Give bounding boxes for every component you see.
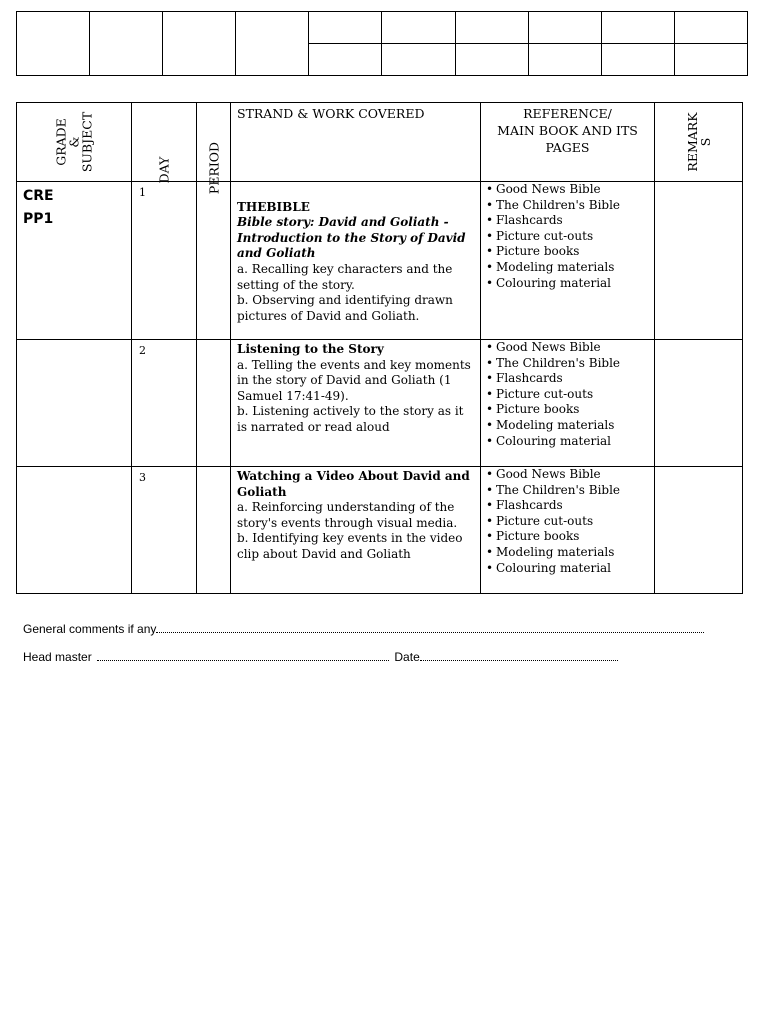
top-grid-cell [236, 12, 309, 76]
general-comments-field[interactable] [156, 620, 704, 633]
day-cell: 1 [132, 182, 197, 340]
reference-header: REFERENCE/ MAIN BOOK AND ITS PAGES [481, 103, 655, 182]
subject-cell [17, 467, 132, 594]
top-grid-cell [455, 12, 528, 44]
remarks-cell [655, 467, 743, 594]
subject-name: CRE [23, 188, 54, 204]
reference-item: • Modeling materials [486, 545, 654, 561]
strand-title: Watching a Video About David and Goliath [237, 469, 470, 499]
day-cell: 2 [132, 340, 197, 467]
reference-item: • Colouring material [486, 561, 654, 577]
period-cell [197, 340, 231, 467]
head-master-field[interactable] [97, 648, 389, 661]
period-header: PERIOD [197, 103, 231, 182]
work-covered-cell [231, 182, 481, 340]
remarks-cell [655, 182, 743, 340]
table-row [17, 340, 743, 467]
reference-item: • Good News Bible [486, 340, 654, 356]
grade-subject-header: GRADE & SUBJECT [17, 103, 132, 182]
period-cell [197, 467, 231, 594]
subject-cell [17, 182, 132, 340]
reference-item: • Flashcards [486, 371, 654, 387]
reference-item: • The Children's Bible [486, 356, 654, 372]
work-covered-cell [231, 340, 481, 467]
reference-item: • Picture books [486, 244, 654, 260]
reference-item: • Flashcards [486, 498, 654, 514]
top-grid-cell [601, 12, 674, 44]
scheme-of-work-table [16, 102, 743, 594]
day-header: DAY [132, 103, 197, 182]
general-comments-line [23, 620, 704, 636]
top-grid-cell [163, 12, 236, 76]
reference-item: • Good News Bible [486, 467, 654, 483]
top-grid-cell [674, 12, 747, 44]
period-cell [197, 182, 231, 340]
reference-cell [481, 182, 655, 340]
reference-item: • Picture cut-outs [486, 387, 654, 403]
top-grid-cell [309, 12, 382, 44]
reference-cell [481, 467, 655, 594]
remarks-header: REMARK S [655, 103, 743, 182]
lesson-point: b. Identifying key events in the video clip about David and Goliath [237, 531, 463, 561]
top-grid-cell [528, 12, 601, 44]
lesson-point: a. Reinforcing understanding of the story's events through visual media. [237, 500, 458, 530]
top-grid-cell [455, 44, 528, 76]
reference-item: • Modeling materials [486, 260, 654, 276]
top-grid-cell [90, 12, 163, 76]
top-grid-cell [528, 44, 601, 76]
strand-title: THEBIBLE [237, 199, 310, 214]
reference-item: • Picture books [486, 402, 654, 418]
reference-cell [481, 340, 655, 467]
top-grid-cell [382, 12, 455, 44]
top-grid-cell [17, 12, 90, 76]
lesson-point: a. Recalling key characters and the setting of the story. [237, 261, 453, 292]
strand-header: STRAND & WORK COVERED [231, 103, 481, 182]
reference-item: • Picture cut-outs [486, 229, 654, 245]
reference-item: • Flashcards [486, 213, 654, 229]
work-covered-cell [231, 467, 481, 594]
reference-item: • Modeling materials [486, 418, 654, 434]
substrand-title: Bible story: David and Goliath - Introduction to the Story of David and Goliath [237, 215, 466, 261]
reference-item: • The Children's Bible [486, 198, 654, 214]
table-header-row [17, 103, 743, 182]
top-grid-cell [382, 44, 455, 76]
subject-cell [17, 340, 132, 467]
reference-item: • The Children's Bible [486, 483, 654, 499]
table-row [17, 467, 743, 594]
general-comments-label: General comments if any [23, 622, 157, 636]
day-cell: 3 [132, 467, 197, 594]
reference-item: • Good News Bible [486, 182, 654, 198]
grade-name: PP1 [23, 211, 54, 227]
remarks-cell [655, 340, 743, 467]
signature-line [23, 648, 618, 664]
top-grid-cell [674, 44, 747, 76]
top-grid-cell [309, 44, 382, 76]
table-row [17, 182, 743, 340]
date-field[interactable] [420, 648, 618, 661]
reference-item: • Picture books [486, 529, 654, 545]
head-master-label: Head master [23, 650, 92, 664]
lesson-point: b. Observing and identifying drawn pictures of David and Goliath. [237, 293, 453, 323]
strand-title: Listening to the Story [237, 342, 384, 356]
top-info-grid [16, 11, 748, 76]
reference-item: • Picture cut-outs [486, 514, 654, 530]
top-grid-cell [601, 44, 674, 76]
reference-item: • Colouring material [486, 434, 654, 450]
lesson-point: b. Listening actively to the story as it is narrated or read aloud [237, 404, 464, 434]
reference-item: • Colouring material [486, 276, 654, 292]
lesson-point: a. Telling the events and key moments in the story of David and Goliath (1 Samuel 17:41-49). [237, 357, 471, 403]
date-label: Date [394, 650, 420, 664]
